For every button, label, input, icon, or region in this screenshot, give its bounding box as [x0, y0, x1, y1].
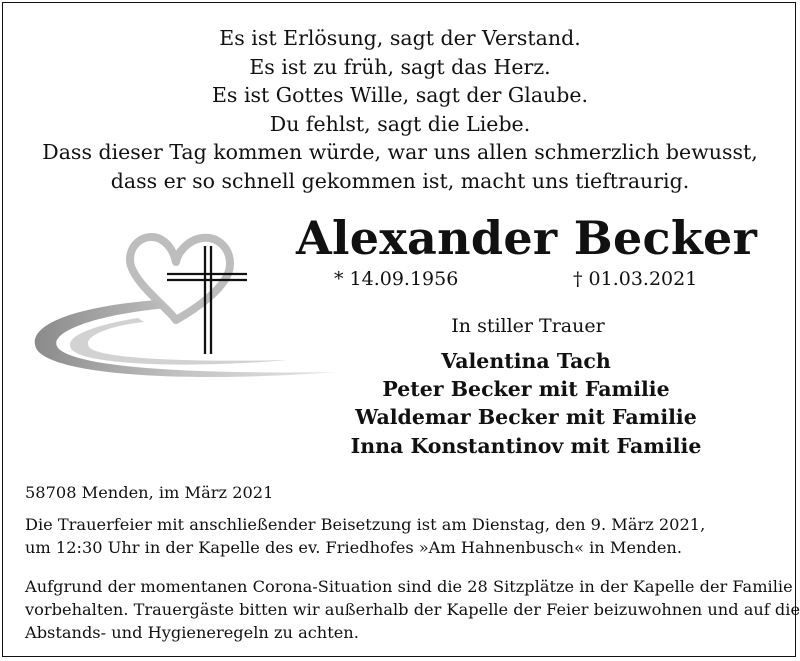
funeral-info: [25, 514, 705, 559]
corona-notice-line: vorbehalten. Trauergäste bitten wir außerhalb der Kapelle der Feier beizuwohnen und auf die: [25, 600, 800, 619]
funeral-info-line: Die Trauerfeier mit anschließender Beisetzung ist am Dienstag, den 9. März 2021,: [25, 515, 706, 534]
poem-line: Es ist zu früh, sagt das Herz.: [249, 54, 551, 79]
poem-line: Es ist Erlösung, sagt der Verstand.: [219, 26, 581, 50]
corona-notice-line: Aufgrund der momentanen Corona-Situation sind die 28 Sitzplätze in der Kapelle der Familie: [25, 577, 793, 596]
mourning-line: In stiller Trauer: [451, 315, 605, 337]
family-list: [296, 347, 756, 460]
poem: [0, 24, 800, 196]
deceased-name: Alexander Becker: [296, 211, 758, 265]
family-member: Waldemar Becker mit Familie: [355, 405, 697, 430]
heart-cross-swoosh-icon: [18, 222, 343, 397]
poem-line: Du fehlst, sagt die Liebe.: [269, 111, 531, 136]
birth-date: * 14.09.1956: [334, 268, 459, 290]
poem-line: Dass dieser Tag kommen würde, war uns allen schmerzlich bewusst,: [42, 140, 758, 165]
family-member: Valentina Tach: [441, 349, 611, 373]
poem-line: dass er so schnell gekommen ist, macht uns tieftraurig.: [110, 168, 690, 193]
family-member: Peter Becker mit Familie: [382, 377, 670, 402]
family-member: Inna Konstantinov mit Familie: [350, 433, 702, 458]
corona-notice: [25, 575, 800, 644]
funeral-info-line: um 12:30 Uhr in der Kapelle des ev. Friedhofes »Am Hahnenbusch« in Menden.: [25, 537, 682, 557]
poem-line: Es ist Gottes Wille, sagt der Glaube.: [211, 83, 589, 108]
death-date: † 01.03.2021: [573, 268, 698, 290]
place-date: 58708 Menden, im März 2021: [25, 483, 274, 502]
corona-notice-line: Abstands- und Hygieneregeln zu achten.: [25, 623, 359, 642]
